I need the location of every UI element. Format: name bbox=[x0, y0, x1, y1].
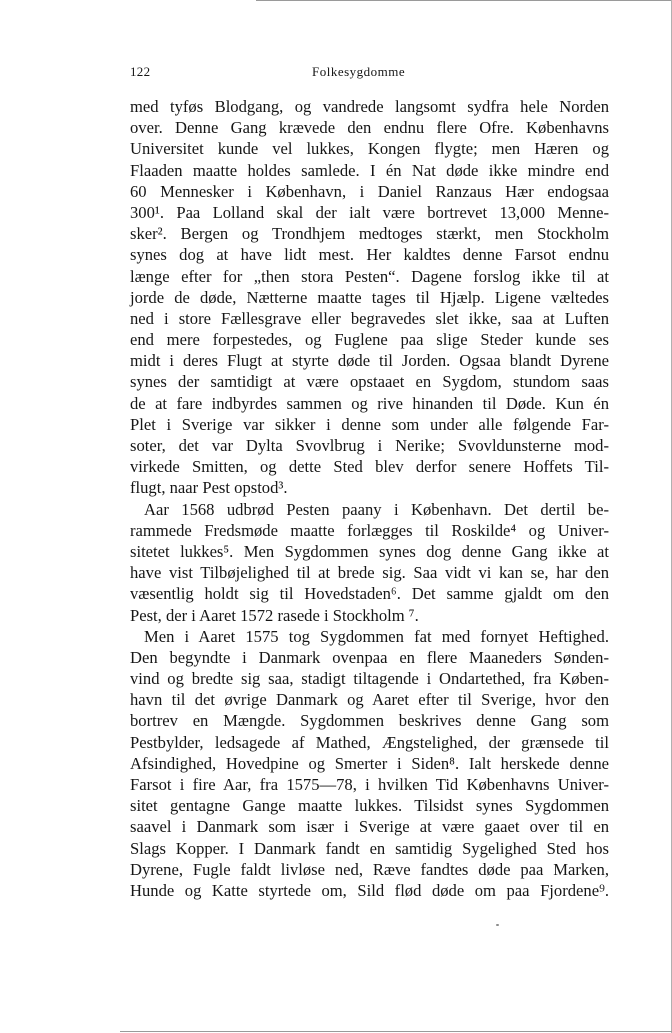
scan-speck bbox=[496, 924, 499, 926]
text-line: 300¹. Paa Lolland skal der ialt være bortrevet 13,000 Menne- bbox=[130, 202, 609, 222]
text-line: over. Denne Gang krævede den endnu flere Ofre. Københavns bbox=[130, 118, 609, 138]
text-line: Hunde og Katte styrtede om, Sild flød døde om paa Fjordene⁹. bbox=[130, 880, 609, 900]
text-line: Pestbylder, ledsagede af Mathed, Ængstelighed, der grænsede til bbox=[130, 732, 609, 752]
body-text bbox=[130, 96, 609, 901]
running-title: Folkesygdomme bbox=[312, 64, 406, 79]
text-line: væsentlig holdt sig til Hovedstaden⁶. Det samme gjaldt om den bbox=[130, 584, 609, 604]
text-line: med tyføs Blodgang, og vandrede langsomt sydfra hele Norden bbox=[130, 97, 609, 116]
paragraph-end-line: flugt, naar Pest opstod³. bbox=[130, 478, 288, 498]
text-line: havn til det øvrige Danmark og Aaret efter til Sverige, hvor den bbox=[130, 690, 609, 710]
text-line: saavel i Danmark som især i Sverige at være gaaet over til en bbox=[130, 817, 609, 837]
text-line: jorde de døde, Nætterne maatte tages til Hjælp. Ligene væltedes bbox=[130, 287, 609, 307]
text-line: sitetet lukkes⁵. Men Sygdommen synes dog denne Gang ikke at bbox=[130, 541, 609, 561]
text-line: have vist Tilbøjelighed til at brede sig. Saa vidt vi kan se, har den bbox=[130, 563, 609, 583]
paragraph-start-line: Aar 1568 udbrød Pesten paany i København. Det dertil be- bbox=[144, 499, 609, 519]
text-line: soter, det var Dylta Svovlbrug i Nerike; Svovldunsterne mod- bbox=[130, 436, 609, 455]
text-line: virkede Smitten, og dette Sted blev derfor senere Hoffets Til- bbox=[130, 457, 609, 477]
text-line: end mere forpestedes, og Fuglene paa slige Steder kunde ses bbox=[130, 330, 609, 350]
text-line: Farsot i fire Aar, fra 1575—78, i hvilken Tid Københavns Univer- bbox=[130, 775, 609, 794]
text-line: rammede Fredsmøde maatte forlægges til Roskilde⁴ og Univer- bbox=[130, 520, 609, 540]
text-line: sitet gentagne Gange maatte lukkes. Tilsidst synes Sygdommen bbox=[130, 796, 609, 816]
text-line: midt i deres Flugt at styrte døde til Jorden. Ogsaa blandt Dyrene bbox=[130, 351, 609, 371]
scan-edge-top bbox=[256, 0, 672, 1]
text-line: Universitet kunde vel lukkes, Kongen flygte; men Hæren og bbox=[130, 139, 609, 159]
scan-edge-bottom bbox=[120, 1031, 672, 1032]
text-line: synes der samtidigt at være opstaaet en Sygdom, stundom saas bbox=[130, 372, 609, 392]
page-number: 122 bbox=[130, 64, 151, 79]
text-line: sker². Bergen og Trondhjem medtoges stærkt, men Stockholm bbox=[130, 224, 609, 244]
text-line: vind og bredte sig saa, stadigt tiltagende i Ondartethed, fra Køben- bbox=[130, 669, 609, 689]
text-line: bortrev en Mængde. Sygdommen beskrives denne Gang som bbox=[130, 711, 609, 731]
text-line: Den begyndte i Danmark ovenpaa en flere Maaneders Sønden- bbox=[130, 647, 609, 667]
text-line: længe efter for „then stora Pesten“. Dagene forslog ikke til at bbox=[130, 266, 609, 286]
text-line: 60 Mennesker i København, i Daniel Ranzaus Hær endogsaa bbox=[130, 181, 609, 201]
text-line: Plet i Sverige var sikker i denne som under alle følgende Far- bbox=[130, 414, 609, 434]
text-line: ned i store Fællesgrave eller begravedes slet ikke, saa at Luften bbox=[130, 308, 609, 328]
text-line: Dyrene, Fugle faldt livløse ned, Ræve fandtes døde paa Marken, bbox=[130, 859, 609, 879]
paragraph-start-line: Men i Aaret 1575 tog Sygdommen fat med fornyet Heftighed. bbox=[144, 626, 609, 646]
text-line: Slags Kopper. I Danmark fandt en samtidig Sygelighed Sted hos bbox=[130, 838, 609, 858]
text-line: de at fare indbyrdes sammen og rive hinanden til Døde. Kun én bbox=[130, 393, 609, 413]
text-line: synes dog at have lidt mest. Her kaldtes denne Farsot endnu bbox=[130, 245, 609, 265]
text-line: Flaaden maatte holdes samlede. I én Nat døde ikke mindre end bbox=[130, 160, 609, 180]
paragraph-end-line: Pest, der i Aaret 1572 rasede i Stockholm ⁷. bbox=[130, 605, 419, 625]
text-line: Afsindighed, Hovedpine og Smerter i Siden⁸. Ialt herskede denne bbox=[130, 753, 609, 773]
